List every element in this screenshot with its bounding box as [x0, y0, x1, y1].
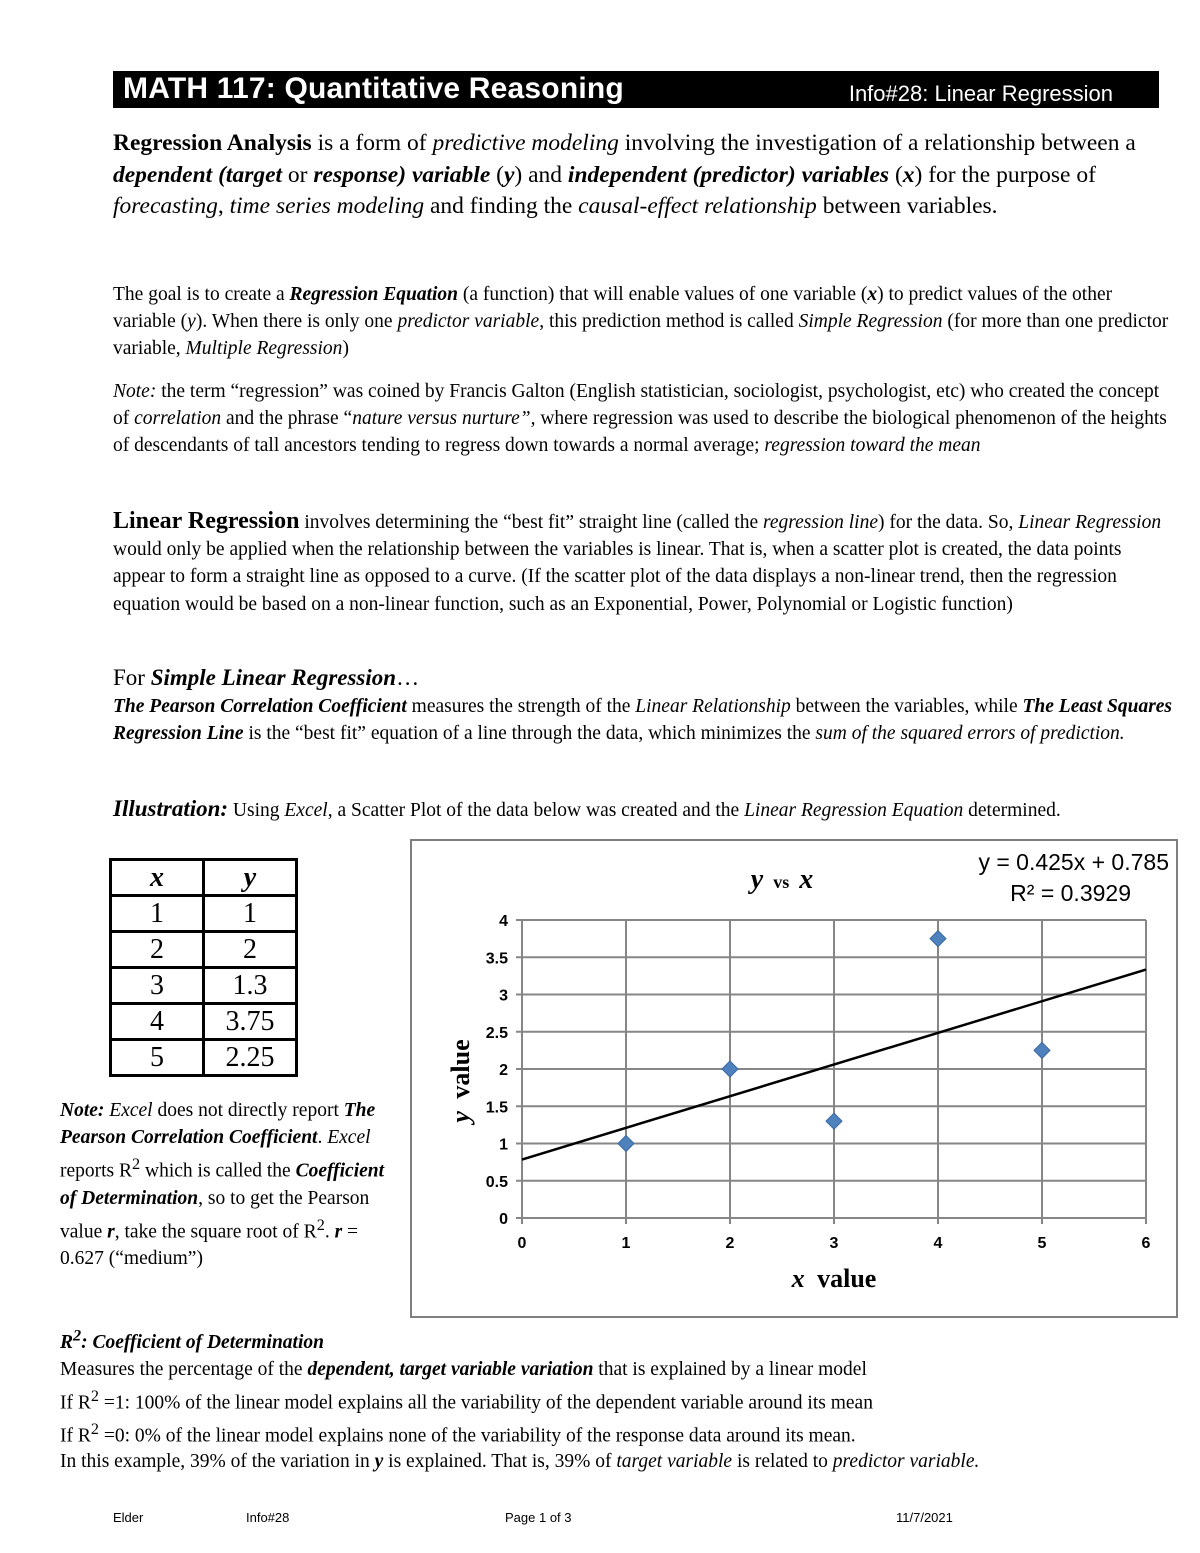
cell-x: 3	[111, 968, 204, 1004]
y-axis-label	[446, 1039, 475, 1125]
var-r: r	[334, 1221, 343, 1242]
text: which is called the	[140, 1160, 296, 1182]
galton-note-paragraph	[113, 378, 1173, 459]
term-linear-regression: Linear Regression	[113, 508, 300, 534]
excel-pearson-note	[60, 1097, 405, 1272]
y-tick-label: 3	[499, 987, 508, 1005]
text: , take the square root of R	[114, 1221, 317, 1242]
header-bar	[113, 71, 1159, 108]
x-tick-label: 1	[621, 1235, 631, 1252]
term-predictor-variable: predictor variable	[397, 311, 540, 332]
text: does not directly report	[152, 1100, 344, 1121]
y-tick-label: 0.5	[485, 1173, 508, 1191]
term-simple-regression: Simple Regression	[798, 311, 943, 332]
y-axis-label-var: y	[446, 1111, 475, 1123]
data-table	[109, 858, 298, 1077]
text: .	[317, 1127, 328, 1148]
text: involving the investigation of a relationship between a	[618, 130, 1136, 156]
y-tick-label: 0	[499, 1211, 508, 1228]
text: is related to	[732, 1451, 833, 1472]
y-tick-label: 2.5	[485, 1024, 508, 1042]
x-axis-label	[791, 1264, 877, 1293]
scatter-chart	[412, 841, 1176, 1316]
course-title: MATH 117: Quantitative Reasoning	[123, 72, 624, 105]
term-target-variable: target variable	[616, 1451, 733, 1472]
table-header-row	[111, 860, 297, 896]
superscript: 2	[132, 1155, 141, 1173]
superscript: 2	[90, 1420, 99, 1438]
note-label: Note:	[60, 1100, 105, 1121]
regression-analysis-paragraph	[113, 128, 1173, 223]
term-predictive-modeling: predictive modeling	[432, 130, 619, 156]
superscript: 2	[90, 1386, 99, 1405]
text: that is explained by a linear model	[593, 1358, 867, 1380]
text: and the phrase “	[221, 408, 353, 429]
text: , so to get the Pearson value	[60, 1187, 370, 1242]
text: ) for the data. So,	[878, 512, 1019, 533]
term-coefficient-of-determination: Coefficient of Determination	[60, 1160, 385, 1209]
x-tick-label: 6	[1141, 1235, 1151, 1252]
text: between the variables, while	[790, 696, 1023, 717]
superscript: 2	[73, 1326, 82, 1344]
data-point	[826, 1113, 842, 1129]
chart-title-vs: vs	[773, 872, 790, 892]
term-excel: Excel	[109, 1100, 153, 1121]
text: (	[889, 161, 903, 188]
r2-heading: : Coefficient of Determination	[81, 1331, 324, 1353]
table-row	[111, 1040, 297, 1076]
y-tick-label: 3.5	[485, 950, 508, 968]
term-excel: Excel	[327, 1127, 371, 1148]
superscript: 2	[316, 1215, 325, 1234]
y-tick-label: 1.5	[485, 1099, 508, 1117]
scatter-chart-frame	[410, 839, 1178, 1318]
term-pearson: The Pearson Correlation Coefficient	[113, 696, 407, 717]
table-row	[111, 1004, 297, 1040]
text: = 0.627 (“medium”)	[60, 1221, 359, 1269]
var-y: y	[374, 1451, 384, 1472]
footer-author: Elder	[113, 1510, 144, 1525]
text: )	[342, 338, 349, 359]
illustration-label: Illustration:	[113, 796, 229, 821]
text: where regression was used to describe the biological phenomenon of the heights of descendants of tall ancestors tending to regress down towards a normal average;	[113, 408, 1167, 456]
data-point	[1034, 1042, 1050, 1058]
term-predictor-variable: predictor variable.	[832, 1451, 980, 1472]
goal-paragraph	[113, 281, 1173, 362]
text: is a form of	[311, 130, 433, 156]
text: ) for the purpose of	[914, 161, 1096, 188]
table-row	[111, 896, 297, 932]
cell-y: 2	[204, 932, 297, 968]
cell-x: 5	[111, 1040, 204, 1076]
data-point	[930, 931, 946, 947]
x-tick-label: 2	[725, 1235, 735, 1252]
term-dependent: dependent (target	[113, 161, 283, 188]
text: is explained. That is, 39% of	[383, 1451, 617, 1472]
term-dependent-variation: dependent, target variable variation	[307, 1358, 594, 1380]
var-y: y	[187, 311, 196, 332]
text: the term “regression” was coined by Francis Galton (English statistician, sociologist, psychologist, etc) who created the concept of	[113, 381, 1160, 429]
data-point	[722, 1061, 738, 1077]
note-label: Note:	[113, 381, 157, 402]
table-row	[111, 968, 297, 1004]
text: If R	[60, 1392, 91, 1413]
term-pearson: The Pearson Correlation Coefficient	[60, 1100, 376, 1148]
text: In this example, 39% of the variation in	[60, 1451, 375, 1472]
term-independent: independent (predictor) variables	[567, 161, 890, 188]
var-y: y	[503, 161, 515, 188]
cell-x: 4	[111, 1004, 204, 1040]
footer-doc: Info#28	[246, 1510, 290, 1525]
r-squared-label: R² = 0.3929	[1010, 880, 1131, 906]
term-regression-toward-mean: regression toward the mean	[764, 435, 981, 456]
info-title: Info#28: Linear Regression	[848, 81, 1113, 106]
text: , a Scatter Plot of the data below was created and the	[327, 800, 745, 821]
text: (for more than one predictor variable,	[113, 311, 1169, 359]
term-regression-line: regression line	[762, 512, 878, 533]
term-nature-nurture: nature versus nurture”,	[352, 408, 536, 429]
text: and finding the	[424, 193, 579, 219]
text: =1: 100% of the linear model explains all the variability of the dependent variable around its mean	[99, 1392, 873, 1413]
text: reports R	[60, 1160, 133, 1182]
term-regression-equation: Regression Equation	[289, 284, 459, 305]
cell-y: 2.25	[204, 1040, 297, 1076]
term-excel: Excel	[284, 800, 328, 821]
simple-linear-regression-paragraph	[113, 664, 1173, 747]
term-causal-effect: causal-effect relationship	[578, 193, 817, 219]
chart-title	[748, 864, 813, 895]
text: determined.	[963, 800, 1061, 821]
var-r: r	[107, 1221, 115, 1242]
text: or	[282, 161, 314, 188]
term-linear-regression: Linear Regression	[1018, 512, 1162, 533]
equation-label: y = 0.425x + 0.785	[978, 849, 1169, 875]
linear-regression-paragraph	[113, 508, 1173, 618]
term-correlation: correlation	[134, 408, 222, 429]
term-forecasting: forecasting	[113, 193, 218, 219]
text: ,	[217, 193, 230, 219]
text: ). When there is only one	[195, 311, 398, 332]
y-tick-label: 4	[499, 913, 508, 930]
chart-title-y: y	[750, 864, 764, 895]
y-axis-label-word: value	[446, 1039, 475, 1099]
cell-y: 3.75	[204, 1004, 297, 1040]
cell-x: 2	[111, 932, 204, 968]
text: involves determining the “best fit” straight line (called the	[299, 512, 763, 533]
term-least-squares: The Least Squares Regression Line	[113, 696, 1173, 744]
cell-x: 1	[111, 896, 204, 932]
text: ) and	[514, 161, 568, 188]
term-multiple-regression: Multiple Regression	[185, 338, 343, 359]
term-linear-relationship: Linear Relationship	[635, 696, 791, 717]
cell-y: 1.3	[204, 968, 297, 1004]
x-tick-label: 4	[933, 1235, 943, 1252]
text: Measures the percentage of the	[60, 1358, 308, 1380]
text: (a function) that will enable values of one variable (	[458, 284, 868, 305]
x-axis-label-word: value	[817, 1264, 877, 1293]
text: measures the strength of the	[406, 696, 636, 717]
var-x: x	[867, 284, 878, 305]
text: If R	[60, 1425, 91, 1447]
y-tick-label: 1	[499, 1136, 508, 1154]
text: would only be applied when the relationship between the variables is linear. That is, when a scatter plot is created, the data points appear to form a straight line as opposed to a curve. (If the scatter plot of the data displays a non-linear trend, then the regression equation would be based on a non-linear function, such as an Exponential, Power, Polynomial or Logistic function)	[113, 539, 1122, 615]
footer-date: 11/7/2021	[896, 1510, 953, 1525]
text: .	[324, 1221, 335, 1242]
column-header-y: y	[204, 860, 297, 896]
text: (	[490, 161, 504, 188]
var-x: x	[902, 161, 915, 188]
footer-page: Page 1 of 3	[505, 1510, 572, 1525]
x-tick-label: 5	[1037, 1235, 1047, 1252]
text: Using	[228, 800, 285, 821]
x-tick-label: 3	[829, 1235, 839, 1252]
chart-title-x: x	[799, 864, 814, 895]
text: between variables.	[816, 193, 998, 219]
text: R	[60, 1331, 74, 1353]
text: The goal is to create a	[113, 284, 290, 305]
term-sum-squared-errors: sum of the squared errors of prediction.	[815, 723, 1125, 744]
x-axis-label-var: x	[791, 1264, 805, 1293]
summary-paragraph	[60, 1448, 1190, 1475]
page-footer	[0, 1510, 1200, 1530]
text: …	[396, 665, 420, 690]
r-squared-section	[60, 1322, 1180, 1450]
illustration-paragraph	[113, 795, 1173, 824]
term-simple-linear-regression: Simple Linear Regression	[150, 665, 397, 690]
y-tick-label: 2	[499, 1062, 508, 1079]
data-point	[618, 1136, 634, 1152]
text: , this prediction method is called	[539, 311, 799, 332]
cell-y: 1	[204, 896, 297, 932]
term-response: response) variable	[313, 161, 491, 188]
table-row	[111, 932, 297, 968]
text: ) to predict values of the other variable (	[113, 284, 1113, 332]
text: =0: 0% of the linear model explains none of the variability of the response data around its mean.	[99, 1425, 856, 1447]
column-header-x: x	[111, 860, 204, 896]
term-time-series: time series modeling	[229, 193, 425, 219]
x-tick-label: 0	[517, 1235, 527, 1252]
text: For	[113, 665, 151, 690]
text: is the “best fit” equation of a line through the data, which minimizes the	[243, 723, 816, 744]
term-linear-regression-equation: Linear Regression Equation	[744, 800, 964, 821]
term-regression-analysis: Regression Analysis	[113, 130, 312, 156]
